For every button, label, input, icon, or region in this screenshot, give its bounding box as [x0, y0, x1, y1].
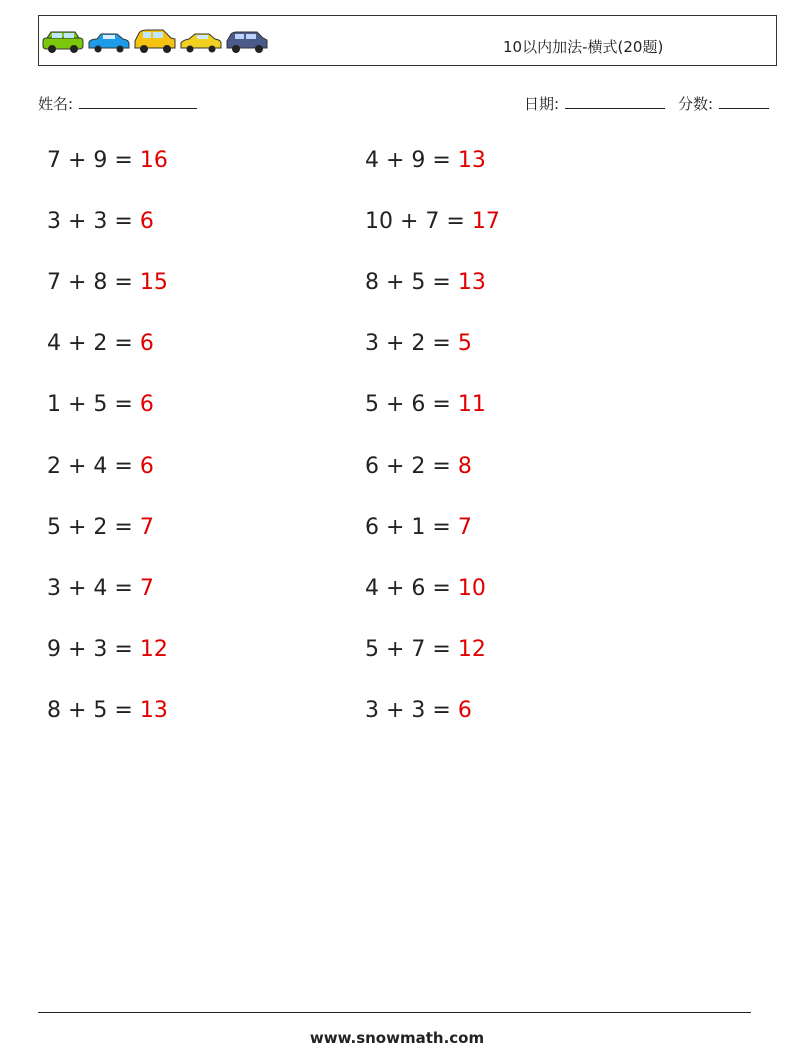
problem-expression: 6 + 1 =	[365, 514, 458, 540]
problem-expression: 3 + 3 =	[365, 697, 458, 723]
problem-expression: 5 + 2 =	[47, 514, 140, 540]
worksheet-title: 10以内加法-横式(20题)	[503, 38, 664, 56]
problem-right-7	[365, 515, 472, 540]
problem-expression: 1 + 5 =	[47, 392, 140, 418]
problem-answer: 12	[457, 636, 486, 662]
problem-right-1	[365, 148, 486, 173]
problem-left-4	[47, 331, 154, 356]
problem-answer: 13	[139, 697, 168, 723]
problem-expression: 2 + 4 =	[47, 453, 140, 479]
problem-answer: 11	[457, 392, 486, 418]
footer-site: www.snowmath.com	[309, 1029, 485, 1047]
problem-answer: 13	[457, 148, 486, 173]
problem-answer: 10	[457, 575, 486, 601]
problem-right-8	[365, 576, 486, 601]
name-blank[interactable]	[79, 94, 197, 109]
problem-answer: 7	[139, 575, 154, 601]
problem-answer: 8	[457, 453, 472, 479]
problem-expression: 4 + 6 =	[365, 575, 458, 601]
problem-expression: 7 + 8 =	[47, 270, 140, 296]
score-blank[interactable]	[719, 94, 769, 109]
date-field	[524, 93, 665, 114]
problem-answer: 6	[139, 209, 154, 235]
problem-right-5	[365, 392, 486, 417]
score-field	[678, 93, 769, 114]
problem-expression: 3 + 3 =	[47, 209, 140, 235]
problem-answer: 5	[457, 331, 472, 357]
problem-answer: 6	[139, 453, 154, 479]
date-label: 日期:	[524, 95, 560, 113]
name-label: 姓名:	[38, 95, 74, 113]
problem-answer: 6	[139, 392, 154, 418]
problem-right-9	[365, 637, 486, 662]
car-icons	[41, 28, 271, 54]
problem-left-10	[47, 698, 168, 723]
problem-expression: 4 + 2 =	[47, 331, 140, 357]
problem-expression: 4 + 9 =	[365, 148, 458, 173]
problem-expression: 5 + 6 =	[365, 392, 458, 418]
problem-left-1	[47, 148, 168, 173]
problem-expression: 8 + 5 =	[365, 270, 458, 296]
header-box	[38, 15, 777, 66]
name-field	[38, 93, 197, 114]
problem-left-8	[47, 576, 154, 601]
date-blank[interactable]	[565, 94, 665, 109]
score-label: 分数:	[678, 95, 714, 113]
problem-answer: 12	[139, 636, 168, 662]
problem-answer: 17	[471, 209, 500, 235]
problem-right-6	[365, 454, 472, 479]
problem-answer: 15	[139, 270, 168, 296]
problem-answer: 7	[457, 514, 472, 540]
problem-left-7	[47, 515, 154, 540]
problem-expression: 3 + 2 =	[365, 331, 458, 357]
problem-left-5	[47, 392, 154, 417]
problem-left-6	[47, 454, 154, 479]
problem-expression: 7 + 9 =	[47, 148, 140, 173]
problem-left-9	[47, 637, 168, 662]
problem-answer: 6	[139, 331, 154, 357]
problem-left-3	[47, 270, 168, 295]
problem-right-10	[365, 698, 472, 723]
problem-right-2	[365, 209, 500, 234]
problem-answer: 7	[139, 514, 154, 540]
car-icon-yellow-2	[181, 34, 221, 53]
problem-answer: 16	[139, 148, 168, 173]
problem-right-3	[365, 270, 486, 295]
car-icon-dark	[227, 32, 267, 53]
footer-divider	[38, 1012, 751, 1013]
problem-expression: 8 + 5 =	[47, 697, 140, 723]
problem-expression: 10 + 7 =	[365, 209, 472, 235]
problem-expression: 9 + 3 =	[47, 636, 140, 662]
car-icon-blue	[89, 34, 129, 53]
problem-expression: 5 + 7 =	[365, 636, 458, 662]
problem-right-4	[365, 331, 472, 356]
problem-answer: 13	[457, 270, 486, 296]
problem-expression: 6 + 2 =	[365, 453, 458, 479]
problem-left-2	[47, 209, 154, 234]
problem-answer: 6	[457, 697, 472, 723]
car-icon-yellow	[135, 30, 175, 53]
problem-expression: 3 + 4 =	[47, 575, 140, 601]
car-icon-green	[43, 32, 83, 53]
